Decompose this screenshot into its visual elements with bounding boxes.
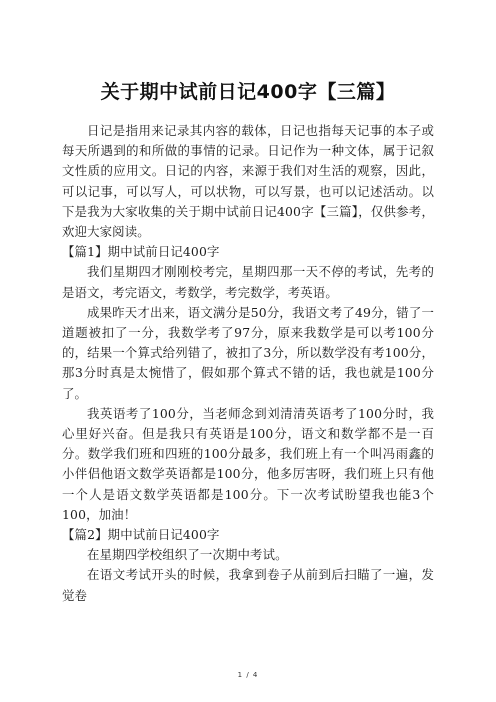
paragraph: 我英语考了100分，当老师念到刘清清英语考了100分时，我心里好兴奋。但是我只有英语是100分，语文和数学都不是一百分。数学我们班和四班的100分最多，我们班上有一个叫冯雨鑫的小伴侣他语文数学英语都是100分，他多厉害呀，我们班上只有他一个人是语文数学英语都是100分。下一次考试盼望我也能3个100，加油！ <box>62 405 434 522</box>
document-body <box>62 121 434 606</box>
section-heading-2: 【篇2】期中试前日记400字 <box>62 527 220 543</box>
paragraph: 我们星期四才刚刚校考完，星期四那一天不停的考试，先考的是语文，考完语文，考数学，考完数学，考英语。 <box>62 264 434 300</box>
page-number: 1 / 4 <box>237 671 259 679</box>
section-heading-1: 【篇1】期中试前日记400字 <box>62 244 220 260</box>
document-title: 关于期中试前日记400字【三篇】 <box>100 81 396 103</box>
paragraph: 在星期四学校组织了一次期中考试。 <box>87 547 288 563</box>
intro-paragraph: 日记是指用来记录其内容的载体，日记也指每天记事的本子或每天所遇到的和所做的事情的记录。日记作为一种文体，属于记叙文性质的应用文。日记的内容，来源于我们对生活的观察，因此，可以记事，可以写人，可以状物，可以写景，也可以记述活动。以下是我为大家收集的关于期中试前日记400字【三篇】，仅供参考，欢迎大家阅读。 <box>62 123 434 240</box>
paragraph: 在语文考试开头的时候，我拿到卷子从前到后扫瞄了一遍，发觉卷 <box>62 567 434 603</box>
paragraph: 成果昨天才出来，语文满分是50分，我语文考了49分，错了一道题被扣了一分，我数学考了97分，原来我数学是可以考100分的，结果一个算式给列错了，被扣了3分，所以数学没有考100分，那3分时真是太惋惜了，假如那个算式不错的话，我也就是100分了。 <box>62 304 434 401</box>
